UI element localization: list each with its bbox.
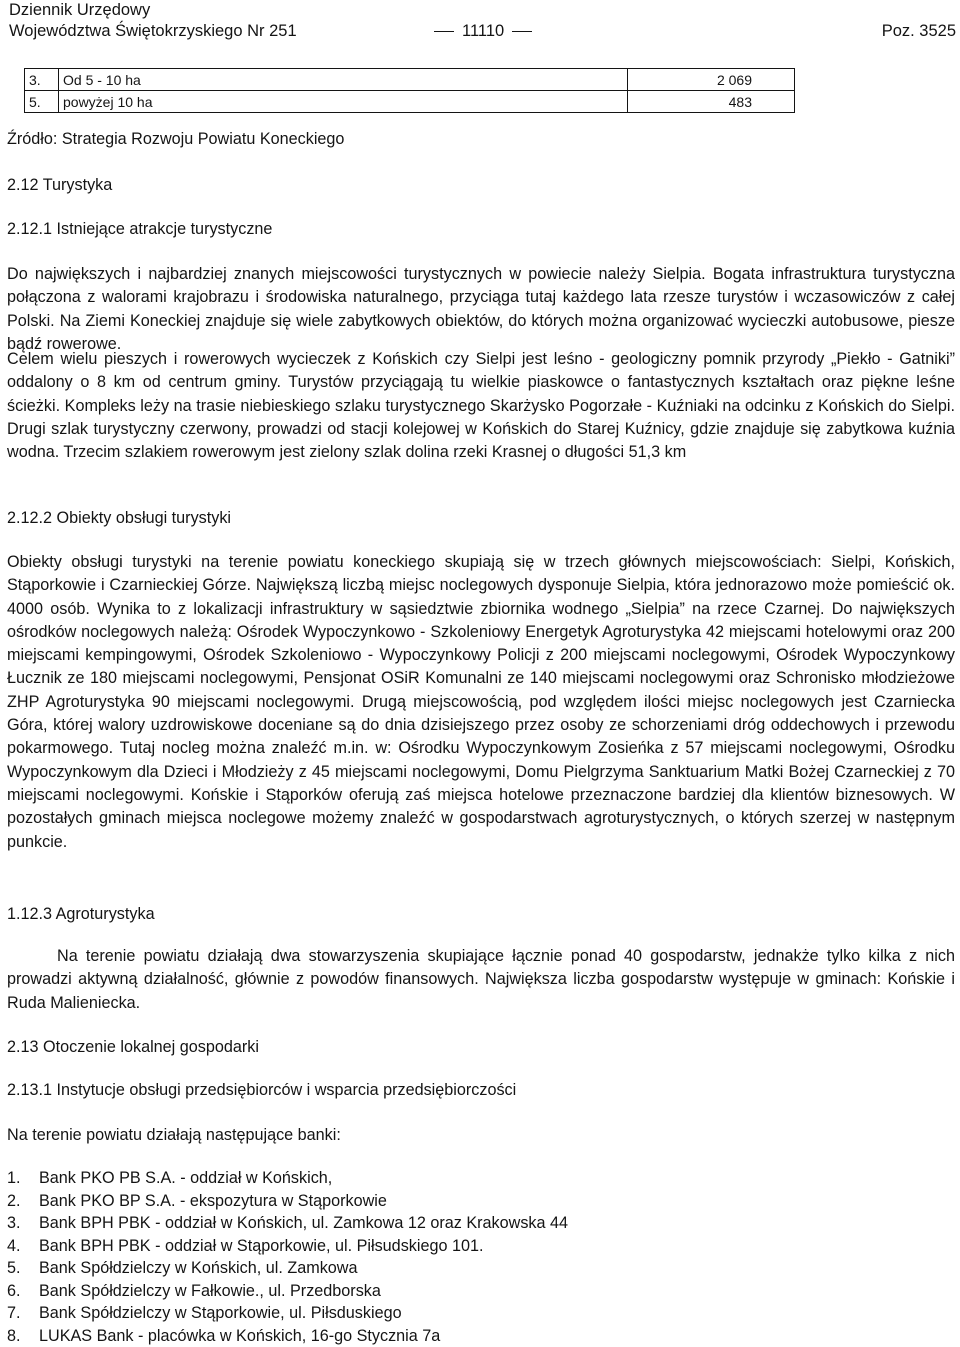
list-item: 7. Bank Spółdzielczy w Stąporkowie, ul. Piłsduskiego: [7, 1302, 907, 1325]
farm-size-table: [24, 68, 795, 113]
list-item: 2. Bank PKO BP S.A. - ekspozytura w Stąporkowie: [7, 1190, 907, 1213]
paragraph-tourist-facilities: Obiekty obsługi turystyki na terenie powiatu koneckiego skupiają się w trzech głównych miejscowościach: Sielpi, Końskich, Stąporkowie i Czarnieckiej Górze. Największą liczbą miejsc noclegowych dysponuje Sielpia, która jednorazowo może pomieścić ok. 4000 osób. Wynika to z lokalizacji infrastruktury w sąsiedztwie zbiornika wodnego „Sielpia” na rzece Czarnej. Do największych ośrodków noclegowych należą: Ośrodek Wypoczynkowo - Szkoleniowy Energetyk Agroturystyka 42 miejscami hotelowymi oraz 200 miejscami kempingowymi, Ośrodek Szkoleniowo - Wypoczynkowy Policji z 200 miejscami noclegowymi, Ośrodek Wypoczynkowy Łucznik ze 180 miejscami noclegowymi, Pensjonat OSiR Komunalni ze 140 miejscami noclegowymi oraz Schronisko młodzieżowe ZHP Agroturystyka 90 miejscami noclegowymi. Drugą miejscowością, pod względem ilości miejsc noclegowych jest Czarniecka Góra, której walory uzdrowiskowe doceniane są do dnia dzisiejszego przez osoby ze schorzeniami dróg oddechowych i przewodu pokarmowego. Tutaj nocleg można znaleźć m.in. w: Ośrodku Wypoczynkowym Zosieńka z 57 miejscami noclegowymi, Ośrodku Wypoczynkowym dla Dzieci i Młodzieży z 45 miejscami noclegowymi, Domu Pielgrzyma Sanktuarium Matki Bożej Czarneckiej z 70 miejscami noclegowymi. Końskie i Stąporków oferują zaś miejsca hotelowe przeznaczone bardziej dla klientów biznesowych. W pozostałych gminach miejsca noclegowe możemy znaleźć w gospodarstwach agroturystycznych, o których szerzej w następnym punkcie.: [7, 551, 955, 854]
table-cell-value: 2 069: [628, 69, 795, 91]
section-heading-2-12: 2.12 Turystyka: [7, 174, 112, 196]
page-number-group: [434, 21, 532, 42]
journal-volume: Województwa Świętokrzyskiego Nr 251: [9, 21, 297, 42]
position-number: Poz. 3525: [882, 21, 956, 42]
table-cell-no: 5.: [25, 91, 59, 113]
journal-title: Dziennik Urzędowy: [9, 0, 150, 21]
source-note: Źródło: Strategia Rozwoju Powiatu Koneckiego: [7, 128, 344, 150]
section-heading-2-13-1: 2.13.1 Instytucje obsługi przedsiębiorców i wsparcia przedsiębiorczości: [7, 1079, 516, 1101]
list-item: 3. Bank BPH PBK - oddział w Końskich, ul. Zamkowa 12 oraz Krakowska 44: [7, 1212, 907, 1235]
table-row: [25, 69, 795, 91]
table-cell-label: powyżej 10 ha: [59, 91, 628, 113]
table-cell-label: Od 5 - 10 ha: [59, 69, 628, 91]
page-header: [9, 0, 959, 44]
table-cell-value: 483: [628, 91, 795, 113]
list-item: 8. LUKAS Bank - placówka w Końskich, 16-go Stycznia 7a: [7, 1325, 907, 1347]
banks-list: [7, 1167, 907, 1347]
paragraph-attractions-1: Do największych i najbardziej znanych miejscowości turystycznych w powiecie należy Sielpia. Bogata infrastruktura turystyczna połączona z walorami krajobrazu i środowiska naturalnego, przyciąga tutaj każdego lata rzesze turystów i wczasowiczów z całej Polski. Na Ziemi Koneckiej znajduje się wiele zabytkowych obiektów, do których można organizować wycieczki autobusowe, piesze bądź rowerowe.: [7, 263, 955, 356]
dash-right: [512, 31, 532, 32]
list-item: 1. Bank PKO PB S.A. - oddział w Końskich,: [7, 1167, 907, 1190]
paragraph-agrotourism: Na terenie powiatu działają dwa stowarzyszenia skupiające łącznie ponad 40 gospodarstw, jednakże tylko kilka z nich prowadzi aktywną działalność, głównie z powodów finansowych. Największa liczba gospodarstw występuje w gminach: Końskie i Ruda Malieniecka.: [7, 945, 955, 1015]
paragraph-attractions-2: Celem wielu pieszych i rowerowych wycieczek z Końskich czy Sielpi jest leśno - geologiczny pomnik przyrody „Piekło - Gatniki” oddalony o 8 km od centrum gminy. Turystów przyciągają tu wielkie piaskowce o fantastycznych kształtach oraz piękne leśne ścieżki. Kompleks leży na trasie niebieskiego szlaku turystycznego Skarżysko Pogorzałe - Kuźniaki na odcinku z Końskich do Sielpi. Drugi szlak turystyczny czerwony, prowadzi od stacji kolejowej w Końskich do Starej Kuźnicy, gdzie znajduje się zabytkowa kuźnia wodna. Trzecim szlakiem rowerowym jest zielony szlak dolina rzeki Krasnej o długości 51,3 km: [7, 348, 955, 464]
dash-left: [434, 31, 454, 32]
section-heading-1-12-3: 1.12.3 Agroturystyka: [7, 903, 155, 925]
table-row: [25, 91, 795, 113]
list-item: 4. Bank BPH PBK - oddział w Stąporkowie, ul. Piłsudskiego 101.: [7, 1235, 907, 1258]
section-heading-2-12-1: 2.12.1 Istniejące atrakcje turystyczne: [7, 218, 272, 240]
list-item: 6. Bank Spółdzielczy w Fałkowie., ul. Przedborska: [7, 1280, 907, 1303]
banks-intro: Na terenie powiatu działają następujące banki:: [7, 1124, 341, 1146]
section-heading-2-13: 2.13 Otoczenie lokalnej gospodarki: [7, 1036, 259, 1058]
table-cell-no: 3.: [25, 69, 59, 91]
page-number: 11110: [462, 21, 504, 42]
section-heading-2-12-2: 2.12.2 Obiekty obsługi turystyki: [7, 507, 231, 529]
list-item: 5. Bank Spółdzielczy w Końskich, ul. Zamkowa: [7, 1257, 907, 1280]
